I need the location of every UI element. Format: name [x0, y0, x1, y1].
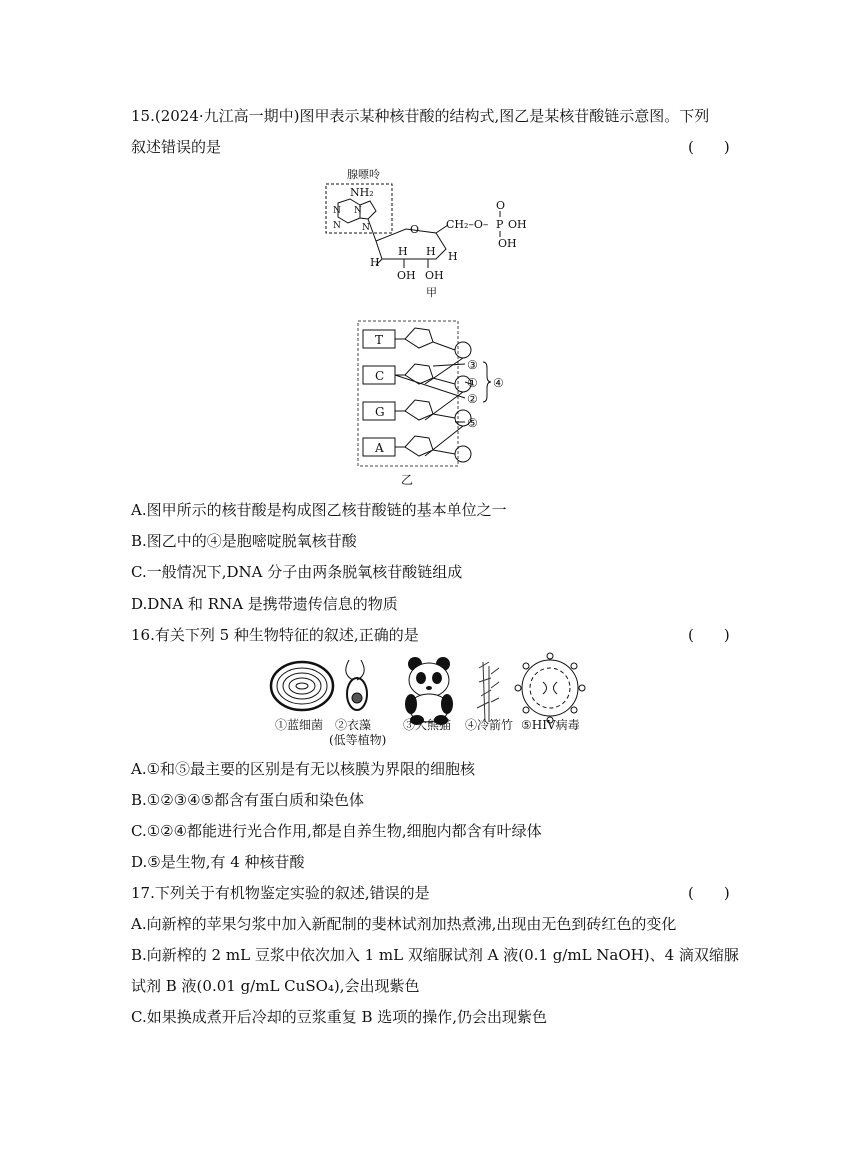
q15-option-a: A.图甲所示的核苷酸是构成图乙核苷酸链的基本单位之一 [131, 501, 507, 519]
label-1: ① [467, 376, 478, 390]
svg-text:N: N [354, 206, 362, 216]
svg-text:N: N [333, 206, 341, 216]
q15-option-b: B.图乙中的④是胞嘧啶脱氧核苷酸 [131, 532, 357, 550]
base-g: G [375, 405, 385, 419]
phosphorus-label: P [496, 218, 504, 231]
q15-answer-paren: ( ) [688, 138, 730, 156]
label-2: ② [467, 392, 478, 406]
q16-option-d: D.⑤是生物,有 4 种核苷酸 [131, 853, 305, 871]
svg-text:OH: OH [508, 218, 527, 231]
svg-text:N: N [362, 223, 370, 233]
label-chlamydomonas: ②衣藻 [335, 718, 372, 732]
q16-stem: 16.有关下列 5 种生物特征的叙述,正确的是 [131, 626, 419, 644]
q16-answer-paren: ( ) [688, 626, 730, 644]
base-t: T [375, 333, 384, 347]
label-4: ④ [493, 376, 504, 390]
q15-stem-line2: 叙述错误的是 [131, 138, 222, 156]
svg-text:H: H [370, 256, 380, 269]
q17-stem: 17.下列关于有机物鉴定实验的叙述,错误的是 [131, 884, 430, 902]
q15-stem-line1: 15.(2024·九江高一期中)图甲表示某种核苷酸的结构式,图乙是某核苷酸链示意图。下列 [131, 107, 710, 125]
svg-text:N: N [333, 221, 341, 231]
chlamydomonas-image [346, 660, 367, 710]
q15-option-c: C.一般情况下,DNA 分子由两条脱氧核苷酸链组成 [131, 563, 463, 581]
q17-option-b-line2: 试剂 B 液(0.01 g/mL CuSO₄),会出现紫色 [131, 977, 420, 995]
nh2-label: NH₂ [350, 186, 374, 199]
base-c: C [375, 369, 385, 383]
svg-text:OH: OH [498, 237, 517, 250]
svg-text:H: H [448, 250, 458, 263]
label-5: ⑤ [467, 416, 478, 430]
figure-jia-nucleotide [318, 163, 548, 298]
figure-organisms [265, 652, 595, 747]
label-bamboo: ④冷箭竹 [465, 718, 514, 732]
giant-panda-image [405, 657, 453, 725]
svg-text:H: H [426, 245, 436, 258]
figure-yi-nucleotide-chain [355, 318, 525, 488]
label-cyanobacterium: ①蓝细菌 [275, 718, 324, 732]
label-giant-panda: ③大熊猫 [403, 718, 452, 732]
q16-option-c: C.①②④都能进行光合作用,都是自养生物,细胞内都含有叶绿体 [131, 822, 542, 840]
sugar-o: O [410, 223, 420, 236]
label-hiv: ⑤HIV病毒 [521, 718, 580, 732]
label-3: ③ [467, 358, 478, 372]
hiv-virus-image [515, 653, 585, 723]
svg-text:H: H [398, 245, 408, 258]
q17-answer-paren: ( ) [688, 884, 730, 902]
svg-text:O: O [496, 199, 506, 212]
q17-option-a: A.向新榨的苹果匀浆中加入新配制的斐林试剂加热煮沸,出现由无色到砖红色的变化 [131, 915, 677, 933]
bamboo-image [477, 662, 499, 722]
q16-option-a: A.①和⑤最主要的区别是有无以核膜为界限的细胞核 [131, 760, 476, 778]
figure-yi-caption: 乙 [401, 473, 414, 487]
cyanobacterium-image [271, 662, 333, 710]
base-a: A [375, 441, 384, 455]
q17-option-b-line1: B.向新榨的 2 mL 豆浆中依次加入 1 mL 双缩脲试剂 A 液(0.1 g/mL NaOH)、4 滴双缩脲 [131, 946, 739, 964]
base-label: 腺嘌呤 [347, 168, 380, 181]
svg-text:OH: OH [397, 269, 416, 282]
svg-text:OH: OH [425, 269, 444, 282]
ch2o-label: CH₂–O– [446, 218, 489, 231]
q16-option-b: B.①②③④⑤都含有蛋白质和染色体 [131, 791, 365, 809]
q17-option-c: C.如果换成煮开后冷却的豆浆重复 B 选项的操作,仍会出现紫色 [131, 1008, 548, 1026]
figure-jia-caption: 甲 [426, 286, 437, 298]
q15-option-d: D.DNA 和 RNA 是携带遗传信息的物质 [131, 595, 398, 613]
label-lower-plant: (低等植物) [329, 733, 387, 747]
